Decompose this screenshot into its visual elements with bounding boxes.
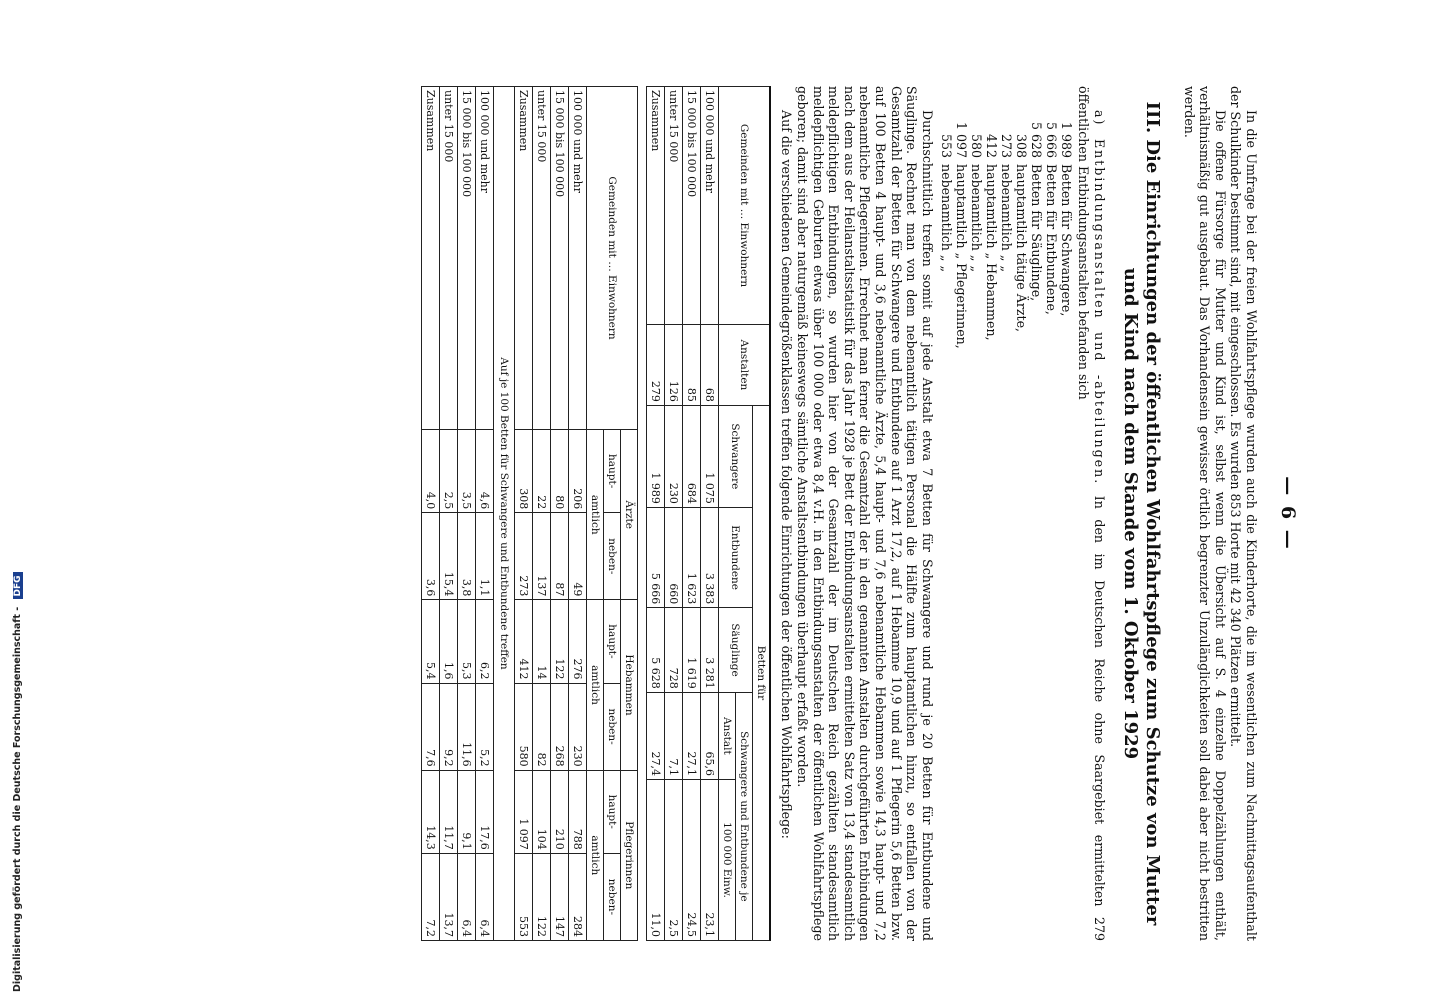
table-row: unter 15 000 22 137 14 82 104 122 bbox=[532, 87, 550, 941]
header-gemeinden-2: Gemeinden mit … Einwohnern bbox=[586, 87, 637, 430]
header-aerzte: Ärzte bbox=[620, 430, 637, 600]
table-row: 15 000 bis 100 000 85 684 1 623 1 619 27,1 24,5 bbox=[682, 87, 700, 941]
header-amtlich: amtlich bbox=[586, 600, 603, 770]
table-total-row: Zusammen 4,0 3,6 5,4 7,6 14,3 7,2 bbox=[421, 87, 439, 941]
header-haupt: haupt- bbox=[603, 430, 620, 513]
list-item: 5 666 Betten für Entbundene, bbox=[1043, 121, 1059, 315]
average-paragraph: Durchschnittlich treffen somit auf jede Anstalt etwa 7 Betten für Schwangere und rund je 20 Betten für Entbundene und Säuglinge. Rechnet man von dem nebenamtlich tätigen Personal die Hälfte zum hauptamtlichen hinzu, so entfallen von der Gesamtzahl der Betten für Schwangere und Entbundene auf 1 Arzt 17,2, auf 1 Hebamme 10,9 und auf 1 Pflegerin 5,6 Betten bzw. auf 100 Betten 4 haupt- und 3,6 nebenamtliche Ärzte, 5,4 haupt- und 7,6 nebenamtliche Hebammen sowie 14,3 haupt- und 7,2 nebenamtliche Pflegerinnen. Errechnet man ferner die Gesamtzahl der in den genannten Anstalten durchgeführten Entbindungen nach dem aus der Heilanstaltsstatistik für das Jahr 1928 je Bett der Entbindungsanstalten ermittelten Satz von 13,4 standesamtlich meldepflichtigen Entbindungen, so wurden hier von der Gesamtzahl der im Deutschen Reich gezählten standesamtlich meldepflichtigen Geburten etwas über 100 000 oder etwa 8,4 v.H. in den Entbindungsanstalten der öffentlichen Wohlfahrtspflege geboren; damit sind aber naturgemäß keineswegs sämtliche Anstaltsentbindungen überhaupt erfaßt worden. bbox=[795, 86, 935, 941]
table-row: unter 15 000 2,5 15,4 1,6 9,2 11,7 13,7 bbox=[439, 87, 457, 941]
header-pflegerinnen: Pflegerinnen bbox=[620, 770, 637, 940]
header-100000: 100 000 Einw. bbox=[718, 779, 735, 940]
beds-table bbox=[646, 86, 771, 941]
list-item: 1 989 Betten für Schwangere, bbox=[1058, 121, 1074, 317]
table-total-row: Zusammen 279 1 989 5 666 5 628 27,4 11,0 bbox=[646, 87, 664, 941]
header-je: Schwangere und Entbundene je bbox=[735, 692, 752, 940]
table-row: 100 000 und mehr 4,6 1,1 6,2 5,2 17,6 6,4 bbox=[475, 87, 493, 941]
facility-list bbox=[939, 112, 1074, 941]
section-a-text: In den im Deutschen Reiche ohne Saargebiet ermittelten 279 öffentlichen Entbindungsanstalten befanden sich bbox=[1076, 86, 1108, 942]
intro-paragraph-2: Die offene Fürsorge für Mutter und Kind ist, selbst wenn die Übersicht auf S. 4 einzelne Doppelzählungen enthält, verhältnismäßig gut ausgebaut. Das Vorhandensein gewisser örtlich begrenzter Unzulänglichkeiten soll dabei aber nicht bestritten werden. bbox=[1181, 86, 1228, 941]
table-total-row: Zusammen 308 273 412 580 1 097 553 bbox=[514, 87, 532, 941]
table-row: 100 000 und mehr 206 49 276 230 788 284 bbox=[568, 87, 586, 941]
list-item: 273 nebenamtlich „ „ bbox=[998, 133, 1014, 272]
list-item: 5 628 Betten für Säuglinge, bbox=[1028, 121, 1044, 302]
list-item: 553 nebenamtlich „ „ bbox=[938, 133, 954, 272]
digitization-credit bbox=[12, 572, 23, 992]
header-gemeinden: Gemeinden mit … Einwohnern bbox=[718, 87, 770, 325]
table-intro-paragraph: Auf die verschiedenen Gemeindegrößenklassen treffen folgende Einrichtungen der öffentlichen Wohlfahrtspflege: bbox=[779, 110, 795, 839]
header-neben: neben- bbox=[603, 513, 620, 600]
table-row: 100 000 und mehr 68 1 075 3 383 3 281 65,6 23,1 bbox=[700, 87, 718, 941]
page-content bbox=[421, 86, 1299, 941]
header-neben: neben- bbox=[603, 853, 620, 940]
header-neben: neben- bbox=[603, 683, 620, 770]
staff-table bbox=[421, 86, 638, 941]
list-item: 412 hauptamtlich „ Hebammen, bbox=[983, 133, 999, 341]
header-schwangere: Schwangere bbox=[718, 405, 752, 507]
header-amtlich: amtlich bbox=[586, 770, 603, 940]
table-row: unter 15 000 126 230 660 728 7,1 2,5 bbox=[664, 87, 682, 941]
header-betten-fuer: Betten für bbox=[752, 405, 770, 940]
header-saeuglinge: Säuglinge bbox=[718, 608, 752, 692]
header-amtlich: amtlich bbox=[586, 430, 603, 600]
credit-text: Digitalisierung gefördert durch die Deutsche Forschungsgemeinschaft - bbox=[12, 606, 23, 992]
list-item: 308 hauptamtlich tätige Ärzte, bbox=[1013, 133, 1029, 333]
header-entbundene: Entbundene bbox=[718, 507, 752, 607]
list-item: 580 nebenamtlich „ „ bbox=[968, 133, 984, 272]
header-hebammen: Hebammen bbox=[620, 600, 637, 770]
section-heading: III. Die Einrichtungen der öffentlichen Wohlfahrtspflege zum Schutze von Mutter und Kind nach dem Stande vom 1. Oktober 1929 bbox=[1120, 101, 1164, 926]
table-row: 15 000 bis 100 000 80 87 122 268 210 147 bbox=[550, 87, 568, 941]
dfg-logo: DFG bbox=[13, 572, 23, 599]
intro-paragraph-1: In die Umfrage bei der freien Wohlfahrtspflege wurden auch die Kinderhorte, die im wesentlichen zum Nachmittagsaufenthalt der Schulkinder bestimmt sind, mit eingeschlossen. Es wurden 853 Horte mit 42 340 Plätzen ermittelt. bbox=[1228, 86, 1259, 941]
list-item: 1 097 hauptamtlich „ Pflegerinnen, bbox=[953, 121, 969, 349]
header-haupt: haupt- bbox=[603, 600, 620, 683]
header-haupt: haupt- bbox=[603, 770, 620, 853]
page-number: — 6 — bbox=[1277, 476, 1299, 551]
table-row: 15 000 bis 100 000 3,5 3,8 5,3 11,6 9,1 6,4 bbox=[457, 87, 475, 941]
header-anstalten: Anstalten bbox=[718, 325, 770, 406]
section-a-paragraph bbox=[1076, 86, 1107, 941]
per-100-beds-heading: Auf je 100 Betten für Schwangere und Entbundene treffen bbox=[493, 87, 514, 941]
header-anstalt: Anstalt bbox=[718, 692, 735, 779]
section-a-label: a) Entbindungsanstalten und -abteilungen. bbox=[1092, 110, 1108, 486]
